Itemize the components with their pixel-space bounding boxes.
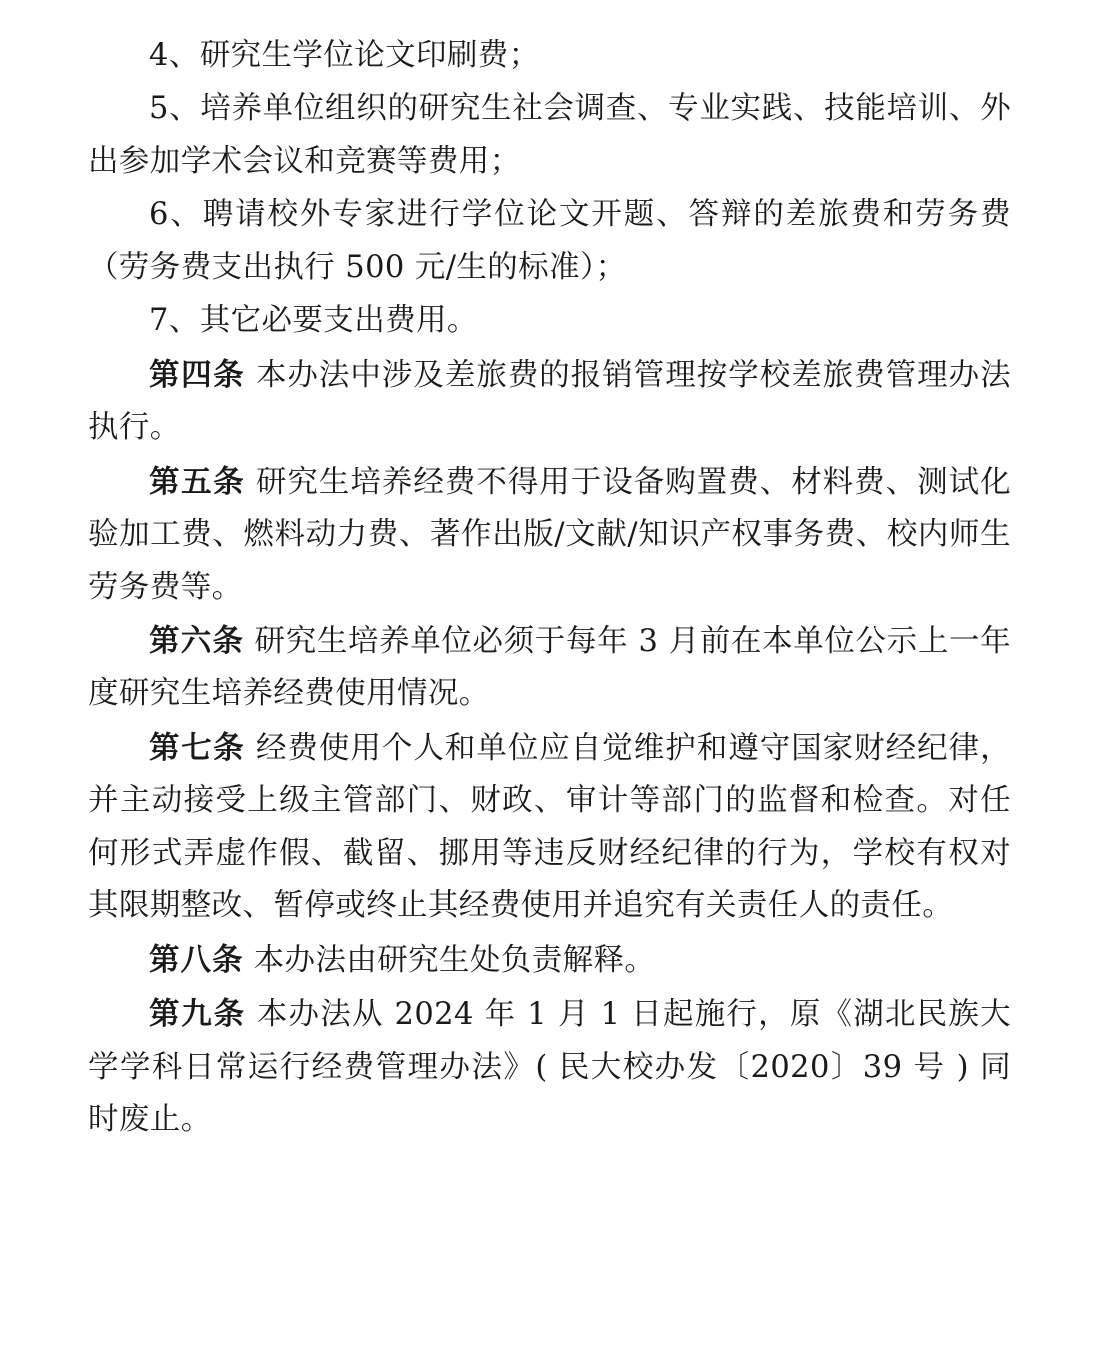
paragraph-item-4 — [88, 30, 1011, 82]
paragraph-text: 本办法中涉及差旅费的报销管理按学校差旅费管理办法执行。 — [88, 357, 1012, 446]
paragraph-item-6 — [88, 189, 1011, 294]
paragraph-article-6 — [88, 615, 1011, 721]
paragraph-item-5 — [88, 83, 1011, 188]
paragraph-text: 经费使用个人和单位应自觉维护和遵守国家财经纪律，并主动接受上级主管部门、财政、审计等部门的监督和检查。对任何形式弄虚作假、截留、挪用等违反财经纪律的行为，学校有权对其限期整改、暂停或终止其经费使用并追究有关责任人的责任。 — [88, 730, 1012, 924]
document-body — [88, 30, 1011, 1147]
article-label: 第五条 — [149, 463, 246, 500]
paragraph-text: 研究生培养单位必须于每年 3 月前在本单位公示上一年度研究生培养经费使用情况。 — [88, 623, 1011, 712]
paragraph-article-8 — [88, 934, 1011, 987]
paragraph-text: 4、研究生学位论文印刷费； — [149, 38, 540, 73]
article-label: 第七条 — [149, 729, 246, 766]
paragraph-text: 6、聘请校外专家进行学位论文开题、答辩的差旅费和劳务费（劳务费支出执行 500 元/生的标准）； — [88, 197, 1011, 285]
article-label: 第八条 — [149, 941, 244, 978]
article-label: 第九条 — [149, 996, 246, 1033]
paragraph-text: 5、培养单位组织的研究生社会调查、专业实践、技能培训、外出参加学术会议和竞赛等费用； — [88, 91, 1011, 179]
paragraph-article-4 — [88, 349, 1011, 455]
paragraph-article-7 — [88, 722, 1011, 933]
article-label: 第四条 — [149, 356, 246, 393]
paragraph-text: 7、其它必要支出费用。 — [149, 303, 478, 339]
paragraph-article-9 — [88, 988, 1011, 1146]
paragraph-item-7 — [88, 295, 1011, 347]
paragraph-text: 本办法从 2024 年 1 月 1 日起施行，原《湖北民族大学学科日常运行经费管理办法》( 民大校办发〔2020〕39 号 ) 同时废止。 — [88, 997, 1011, 1138]
article-label: 第六条 — [149, 622, 245, 659]
paragraph-article-5 — [88, 456, 1011, 614]
paragraph-text: 本办法由研究生处负责解释。 — [243, 942, 656, 978]
paragraph-text: 研究生培养经费不得用于设备购置费、材料费、测试化验加工费、燃料动力费、著作出版/文献/知识产权事务费、校内师生劳务费等。 — [88, 464, 1012, 605]
